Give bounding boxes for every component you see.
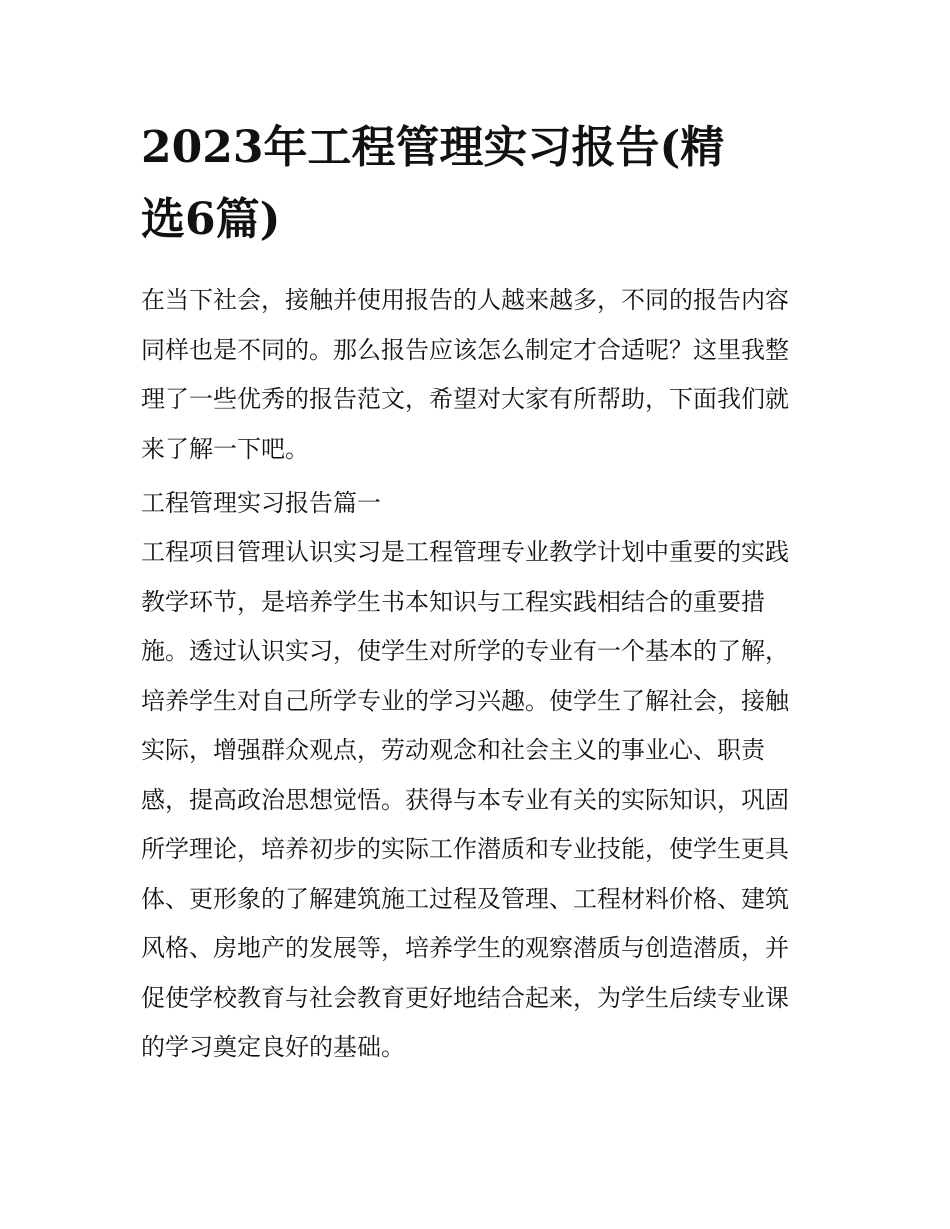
paragraph-line: 来了解一下吧。 bbox=[141, 434, 309, 463]
paragraph-line: 所学理论，培养初步的实际工作潜质和专业技能，使学生更具 bbox=[141, 835, 789, 863]
paragraph-line: 工程项目管理认识实习是工程管理专业教学计划中重要的实践 bbox=[141, 538, 789, 566]
paragraph-line: 培养学生对自己所学专业的学习兴趣。使学生了解社会，接触 bbox=[141, 686, 789, 715]
title-line: 选6篇) bbox=[141, 194, 281, 245]
paragraph-line: 同样也是不同的。那么报告应该怎么制定才合适呢？这里我整 bbox=[141, 335, 789, 364]
paragraph-line: 的学习奠定良好的基础。 bbox=[141, 1033, 405, 1061]
paragraph-line: 体、更形象的了解建筑施工过程及管理、工程材料价格、建筑 bbox=[141, 884, 789, 913]
paragraph-line: 风格、房地产的发展等，培养学生的观察潜质与创造潜质，并 bbox=[141, 934, 789, 962]
title-line: 2023年工程管理实习报告(精 bbox=[141, 122, 725, 173]
paragraph-line: 教学环节，是培养学生书本知识与工程实践相结合的重要措 bbox=[141, 587, 765, 616]
document-title bbox=[141, 112, 816, 256]
body-paragraph bbox=[141, 528, 816, 1073]
paragraph-line: 在当下社会，接触并使用报告的人越来越多，不同的报告内容 bbox=[141, 286, 789, 314]
section-heading-text: 工程管理实习报告篇一 bbox=[141, 489, 381, 517]
paragraph-line: 促使学校教育与社会教育更好地结合起来，为学生后续专业课 bbox=[141, 983, 789, 1012]
paragraph-line: 理了一些优秀的报告范文，希望对大家有所帮助，下面我们就 bbox=[141, 385, 789, 413]
section-heading bbox=[141, 479, 816, 529]
intro-paragraph bbox=[141, 276, 816, 474]
paragraph-line: 施。透过认识实习，使学生对所学的专业有一个基本的了解， bbox=[141, 637, 789, 665]
paragraph-line: 感，提高政治思想觉悟。获得与本专业有关的实际知识，巩固 bbox=[141, 785, 789, 814]
paragraph-line: 实际，增强群众观点，劳动观念和社会主义的事业心、职责 bbox=[141, 736, 765, 764]
